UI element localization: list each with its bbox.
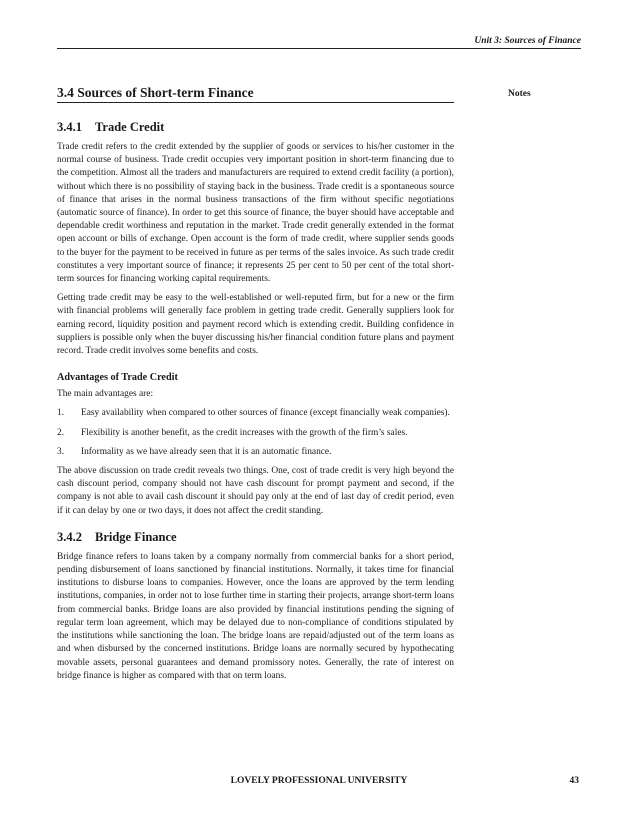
list-item-number: 1.: [57, 408, 65, 419]
footer-university: LOVELY PROFESSIONAL UNIVERSITY: [230, 776, 408, 786]
subsection-heading-bridge-finance: [57, 530, 454, 545]
trade-credit-paragraph-1: Trade credit refers to the credit extended by the supplier of goods or services to his/her customer in the normal course of business. Trade credit occupies very important position in short-term financing due to the competition. Almost all the traders and manufacturers are required to extend credit facility (a portion), without which there is no possibility of staying back in the business. Trade credit is a spontaneous source of finance that arises in the normal business transactions of the firm without specific negotiations (automatic source of finance). In order to get this source of finance, the buyer should have acceptable and dependable credit worthiness and reputation in the market. Trade credit generally extended in the format open account or bills of exchange. Open account is the form of trade credit, where supplier sends goods to the buyer for the payment to be received in future as per terms of the sales invoice. As such trade credit constitutes a very important source of finance; it represents 25 per cent to 50 per cent of the total short-term sources for financing working capital requirements.: [57, 142, 454, 285]
list-item: [57, 446, 454, 459]
list-item-text: Easy availability when compared to other sources of finance (except financially weak companies).: [81, 408, 450, 419]
subsection-title: Bridge Finance: [95, 529, 177, 544]
subsection-title: Trade Credit: [95, 120, 165, 134]
trade-credit-paragraph-2: Getting trade credit may be easy to the well-established or well-reputed firm, but for a new or the firm with financial problems will generally face problem in getting trade credit. Generally suppliers look for earning record, liquidity position and payment record which is extending credit. Building confidence in suppliers is possible only when the buyer discussing his/her financial condition future plans and payment record. Trade credit involves some benefits and costs.: [57, 293, 454, 357]
list-item-number: 2.: [57, 427, 65, 438]
advantages-heading: Advantages of Trade Credit: [57, 372, 178, 384]
subsection-number: 3.4.1: [57, 120, 82, 134]
section-heading-block: [57, 84, 454, 103]
page-content: [57, 84, 454, 683]
list-item-text: Informality as we have already seen that it is an automatic finance.: [81, 446, 332, 457]
bridge-finance-paragraph: Bridge finance refers to loans taken by a company normally from commercial banks for a short period, pending disbursement of loans sanctioned by financial institutions. Normally, it takes time for financial institutions to disburse loans to companies. However, once the loans are approved by the term lending institutions, companies, in order not to lose further time in starting their projects, arrange short-term loans from commercial banks. Bridge loans are also provided by financial institutions pending the signing of regular term loan agreement, which may be delayed due to non-compliance of conditions stipulated by the institutions while sanctioning the loan. The bridge loans are repaid/adjusted out of the term loans as and when disbursed by the concerned institutions. Bridge loans are normally secured by hypothecating movable assets, personal guarantees and demand promissory notes. Generally, the rate of interest on bridge finance is higher as compared with that on term loans.: [57, 551, 454, 681]
section-heading: 3.4 Sources of Short-term Finance: [57, 85, 254, 103]
running-header-title: Unit 3: Sources of Finance: [474, 36, 581, 46]
subsection-number: 3.4.2: [57, 529, 82, 544]
list-item: [57, 407, 454, 420]
advantages-intro: The main advantages are:: [57, 389, 154, 400]
header-rule: [57, 48, 581, 49]
list-item-number: 3.: [57, 446, 65, 457]
page-number: 43: [569, 776, 579, 786]
trade-credit-paragraph-3: The above discussion on trade credit reveals two things. One, cost of trade credit is very high beyond the cash discount period, company should not have cash discount for prompt payment and second, if the company is not able to avail cash discount it should pay only at the end of last day of credit period, even if it can delay by one or two days, it does not affect the credit standing.: [57, 466, 454, 516]
list-item: [57, 427, 454, 440]
subsection-heading-trade-credit: [57, 120, 454, 135]
list-item-text: Flexibility is another benefit, as the credit increases with the growth of the firm’s sales.: [81, 427, 408, 438]
advantages-list: [57, 407, 454, 459]
margin-notes-label: Notes: [508, 89, 531, 99]
